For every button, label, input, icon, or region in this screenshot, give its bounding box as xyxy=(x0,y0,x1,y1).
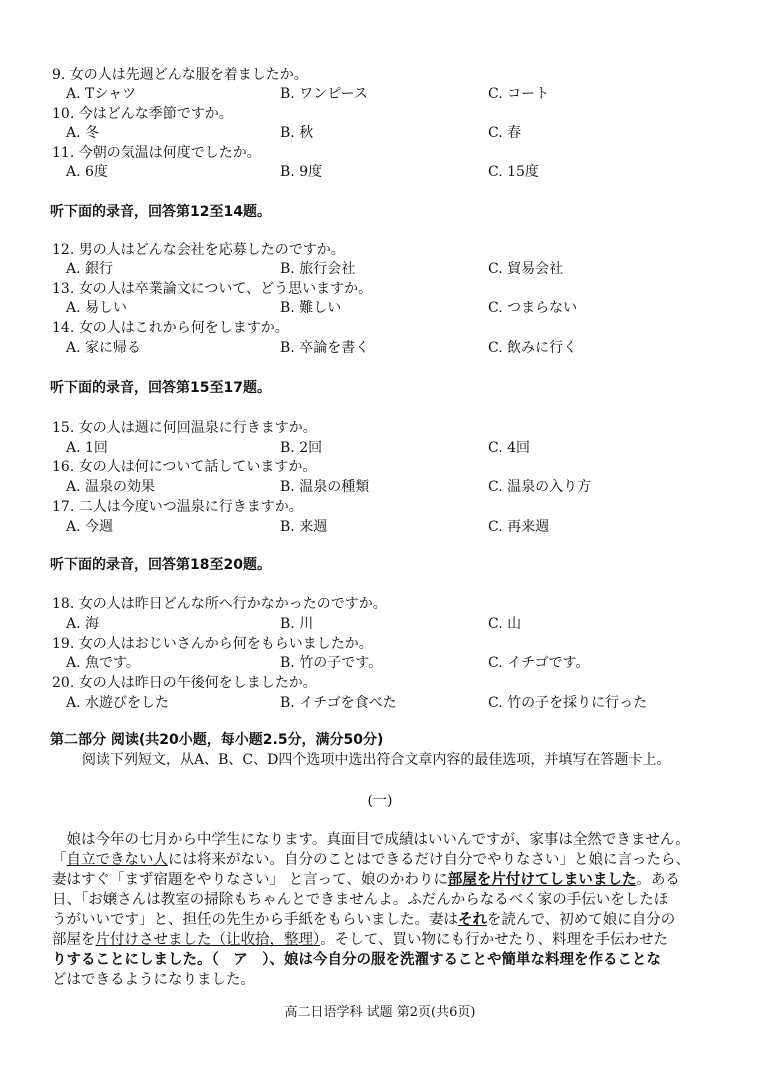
q18-option-b: B. 川 xyxy=(280,616,314,632)
question-14: 14. 女の人はこれから何をしますか。 xyxy=(52,320,289,336)
passage-line-7: りすることにしました。（ ア ）、娘は今自分の服を洗濯することや簡単な料理を作ることな xyxy=(52,951,661,968)
part2-heading: 第二部分 阅读(共20小题，每小题2.5分，满分50分) xyxy=(50,732,384,748)
q20-option-b: B. イチゴを食べた xyxy=(280,695,397,711)
q11-option-b: B. 9度 xyxy=(280,164,323,180)
q19-option-b: B. 竹の子です。 xyxy=(280,655,383,671)
question-16: 16. 女の人は何について話していますか。 xyxy=(52,459,317,475)
q9-option-b: B. ワンピース xyxy=(280,86,368,102)
q10-option-c: C. 春 xyxy=(488,125,522,141)
question-9: 9. 女の人は先週どんな服を着ましたか。 xyxy=(52,67,308,83)
q13-option-c: C. つまらない xyxy=(488,300,578,316)
question-12: 12. 男の人はどんな会社を応募したのですか。 xyxy=(52,242,345,258)
q11-option-a: A. 6度 xyxy=(66,164,108,180)
question-19: 19. 女の人はおじいさんから何をもらいましたか。 xyxy=(52,636,373,652)
q15-option-b: B. 2回 xyxy=(280,440,323,456)
question-15: 15. 女の人は週に何回温泉に行きますか。 xyxy=(52,420,317,436)
q14-option-a: A. 家に帰る xyxy=(66,340,142,356)
q17-option-c: C. 再来週 xyxy=(488,519,550,535)
q18-option-c: C. 山 xyxy=(488,616,522,632)
q12-option-c: C. 貿易会社 xyxy=(488,261,564,277)
q13-option-a: A. 易しい xyxy=(66,300,128,316)
q15-option-c: C. 4回 xyxy=(488,440,531,456)
question-20: 20. 女の人は昨日の午後何をしましたか。 xyxy=(52,675,317,691)
q9-option-a: A. Tシャツ xyxy=(66,86,137,102)
page-footer: 高二日语学科 试题 第2页(共6页) xyxy=(284,1005,476,1020)
q13-option-b: B. 難しい xyxy=(280,300,342,316)
question-18: 18. 女の人は昨日どんな所へ行かなかったのですか。 xyxy=(52,596,387,612)
q18-option-a: A. 海 xyxy=(66,616,100,632)
question-10: 10. 今はどんな季節ですか。 xyxy=(52,106,233,122)
passage-line-4: 日、「お嬢さんは教室の掃除もちゃんとできませんよ。ふだんからなるべく家の手伝いをしたほ xyxy=(52,892,669,908)
passage-line-5: うがいいです」と、担任の先生から手紙をもらいました。妻はそれを読んで、初めて娘に自分の xyxy=(52,911,676,928)
q12-option-a: A. 銀行 xyxy=(66,261,114,277)
passage-number: (一) xyxy=(367,793,393,809)
q15-option-a: A. 1回 xyxy=(66,440,108,456)
q16-option-a: A. 温泉の効果 xyxy=(66,479,156,495)
q16-option-c: C. 温泉の入り方 xyxy=(488,479,592,495)
part2-instruction: 阅读下列短文，从A、B、C、D四个选项中选出符合文章内容的最佳选项，并填写在答题卡上。 xyxy=(82,752,671,768)
q10-option-b: B. 秋 xyxy=(280,125,314,141)
section-heading-15-17: 听下面的录音，回答第15至17题。 xyxy=(50,380,271,396)
q12-option-b: B. 旅行会社 xyxy=(280,261,356,277)
passage-line-8: どはできるようになりました。 xyxy=(52,972,255,988)
q16-option-b: B. 温泉の種類 xyxy=(280,479,370,495)
q17-option-a: A. 今週 xyxy=(66,519,114,535)
section-heading-12-14: 听下面的录音，回答第12至14题。 xyxy=(50,204,271,220)
passage-line-1: 娘は今年の七月から中学生になります。真面目で成績はいいんですが、家事は全然できません。 xyxy=(52,832,690,848)
q11-option-c: C. 15度 xyxy=(488,164,539,180)
q17-option-b: B. 来週 xyxy=(280,519,328,535)
question-11: 11. 今朝の気温は何度でしたか。 xyxy=(52,145,261,161)
section-heading-18-20: 听下面的录音，回答第18至20题。 xyxy=(50,557,271,573)
q10-option-a: A. 冬 xyxy=(66,125,100,141)
passage-line-6: 部屋を片付けさせました（让收拾，整理）。そして、買い物にも行かせたり、料理を手伝わせた xyxy=(52,932,668,948)
reading-passage xyxy=(52,830,732,990)
q14-option-b: B. 卒論を書く xyxy=(280,340,370,356)
question-13: 13. 女の人は卒業論文について、どう思いますか。 xyxy=(52,281,373,297)
underlined-phrase-heya: 部屋を片付けてしまいました xyxy=(447,871,637,888)
passage-line-2: 「自立できない人には将来がない。自分のことはできるだけ自分でやりなさい」と娘に言ったら、 xyxy=(52,852,690,868)
q20-option-c: C. 竹の子を採りに行った xyxy=(488,695,648,711)
q14-option-c: C. 飲みに行く xyxy=(488,340,578,356)
underlined-phrase-katazuke: 片付けさせました（让收拾，整理） xyxy=(95,932,321,948)
underlined-word-sore: それ xyxy=(458,911,487,928)
q20-option-a: A. 水遊びをした xyxy=(66,695,170,711)
q19-option-c: C. イチゴです。 xyxy=(488,655,590,671)
passage-line-3: 妻はすぐ「まず宿題をやりなさい」 と言って、娘のかわりに部屋を片付けてしまいました。ある xyxy=(52,871,680,888)
q19-option-a: A. 魚です。 xyxy=(66,655,140,671)
q9-option-c: C. コート xyxy=(488,86,550,102)
underlined-phrase-jiritsu: 自立できない人 xyxy=(66,852,168,868)
question-17: 17. 二人は今度いつ温泉に行きますか。 xyxy=(52,499,303,515)
